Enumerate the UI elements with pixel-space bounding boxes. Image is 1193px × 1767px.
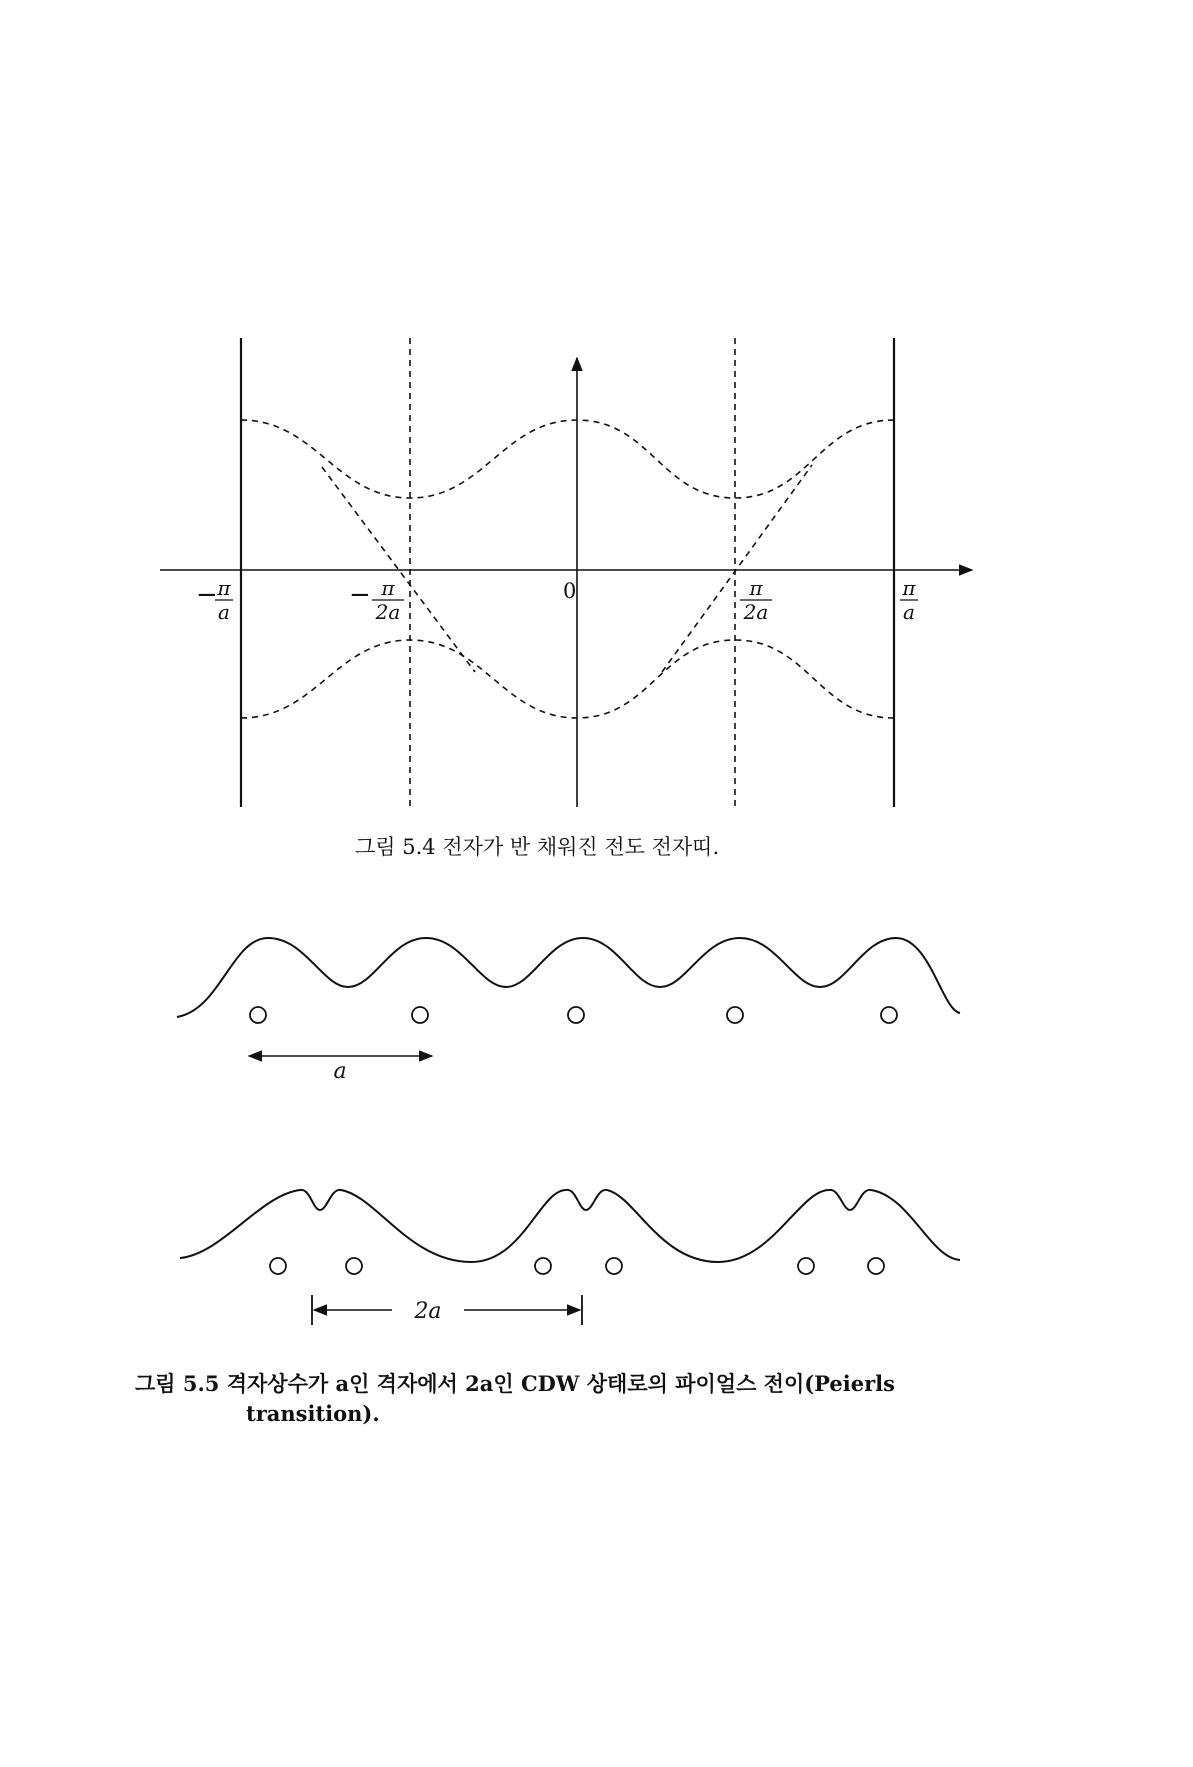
- lattice-constant-label: a: [333, 1059, 347, 1084]
- ion: [250, 1007, 266, 1023]
- uniform-charge-density-wave: [177, 938, 960, 1017]
- ion: [346, 1258, 362, 1274]
- svg-text:2a: 2a: [743, 600, 769, 624]
- upper-band-curve: [241, 420, 894, 498]
- svg-text:2a: 2a: [375, 600, 401, 624]
- tick-label-neg-pi-over-2a: [349, 576, 404, 624]
- svg-text:π: π: [749, 576, 763, 600]
- ion: [868, 1258, 884, 1274]
- svg-text:−: −: [349, 580, 371, 610]
- uniform-lattice-diagram: [177, 938, 960, 1056]
- free-electron-line-right: [662, 465, 812, 672]
- tick-label-neg-pi-over-a: [196, 576, 233, 624]
- tick-label-zero: 0: [563, 579, 577, 603]
- ion: [270, 1258, 286, 1274]
- ion: [881, 1007, 897, 1023]
- dimerized-lattice-diagram: [180, 1190, 960, 1325]
- ion: [606, 1258, 622, 1274]
- svg-text:π: π: [381, 576, 395, 600]
- cdw-charge-density-wave: [180, 1190, 960, 1262]
- svg-text:a: a: [218, 600, 230, 624]
- doubled-period-label: 2a: [414, 1299, 442, 1324]
- figure-5-5-caption-line1: 그림 5.5 격자상수가 a인 격자에서 2a인 CDW 상태로의 파이얼스 전이(Peierls: [135, 1371, 895, 1396]
- figure-5-4-caption: 그림 5.4 전자가 반 채워진 전도 전자띠.: [355, 835, 720, 859]
- ion: [535, 1258, 551, 1274]
- svg-text:−: −: [196, 580, 218, 610]
- svg-text:π: π: [902, 576, 916, 600]
- tick-label-pi-over-2a: [740, 576, 772, 624]
- tick-label-pi-over-a: [900, 576, 918, 624]
- svg-text:π: π: [217, 576, 231, 600]
- ion: [798, 1258, 814, 1274]
- figure-5-5-caption-line2: transition).: [246, 1401, 380, 1426]
- ion: [568, 1007, 584, 1023]
- band-diagram: [160, 338, 972, 807]
- ion: [412, 1007, 428, 1023]
- svg-text:a: a: [903, 600, 915, 624]
- lower-band-curve: [241, 640, 894, 718]
- ion: [727, 1007, 743, 1023]
